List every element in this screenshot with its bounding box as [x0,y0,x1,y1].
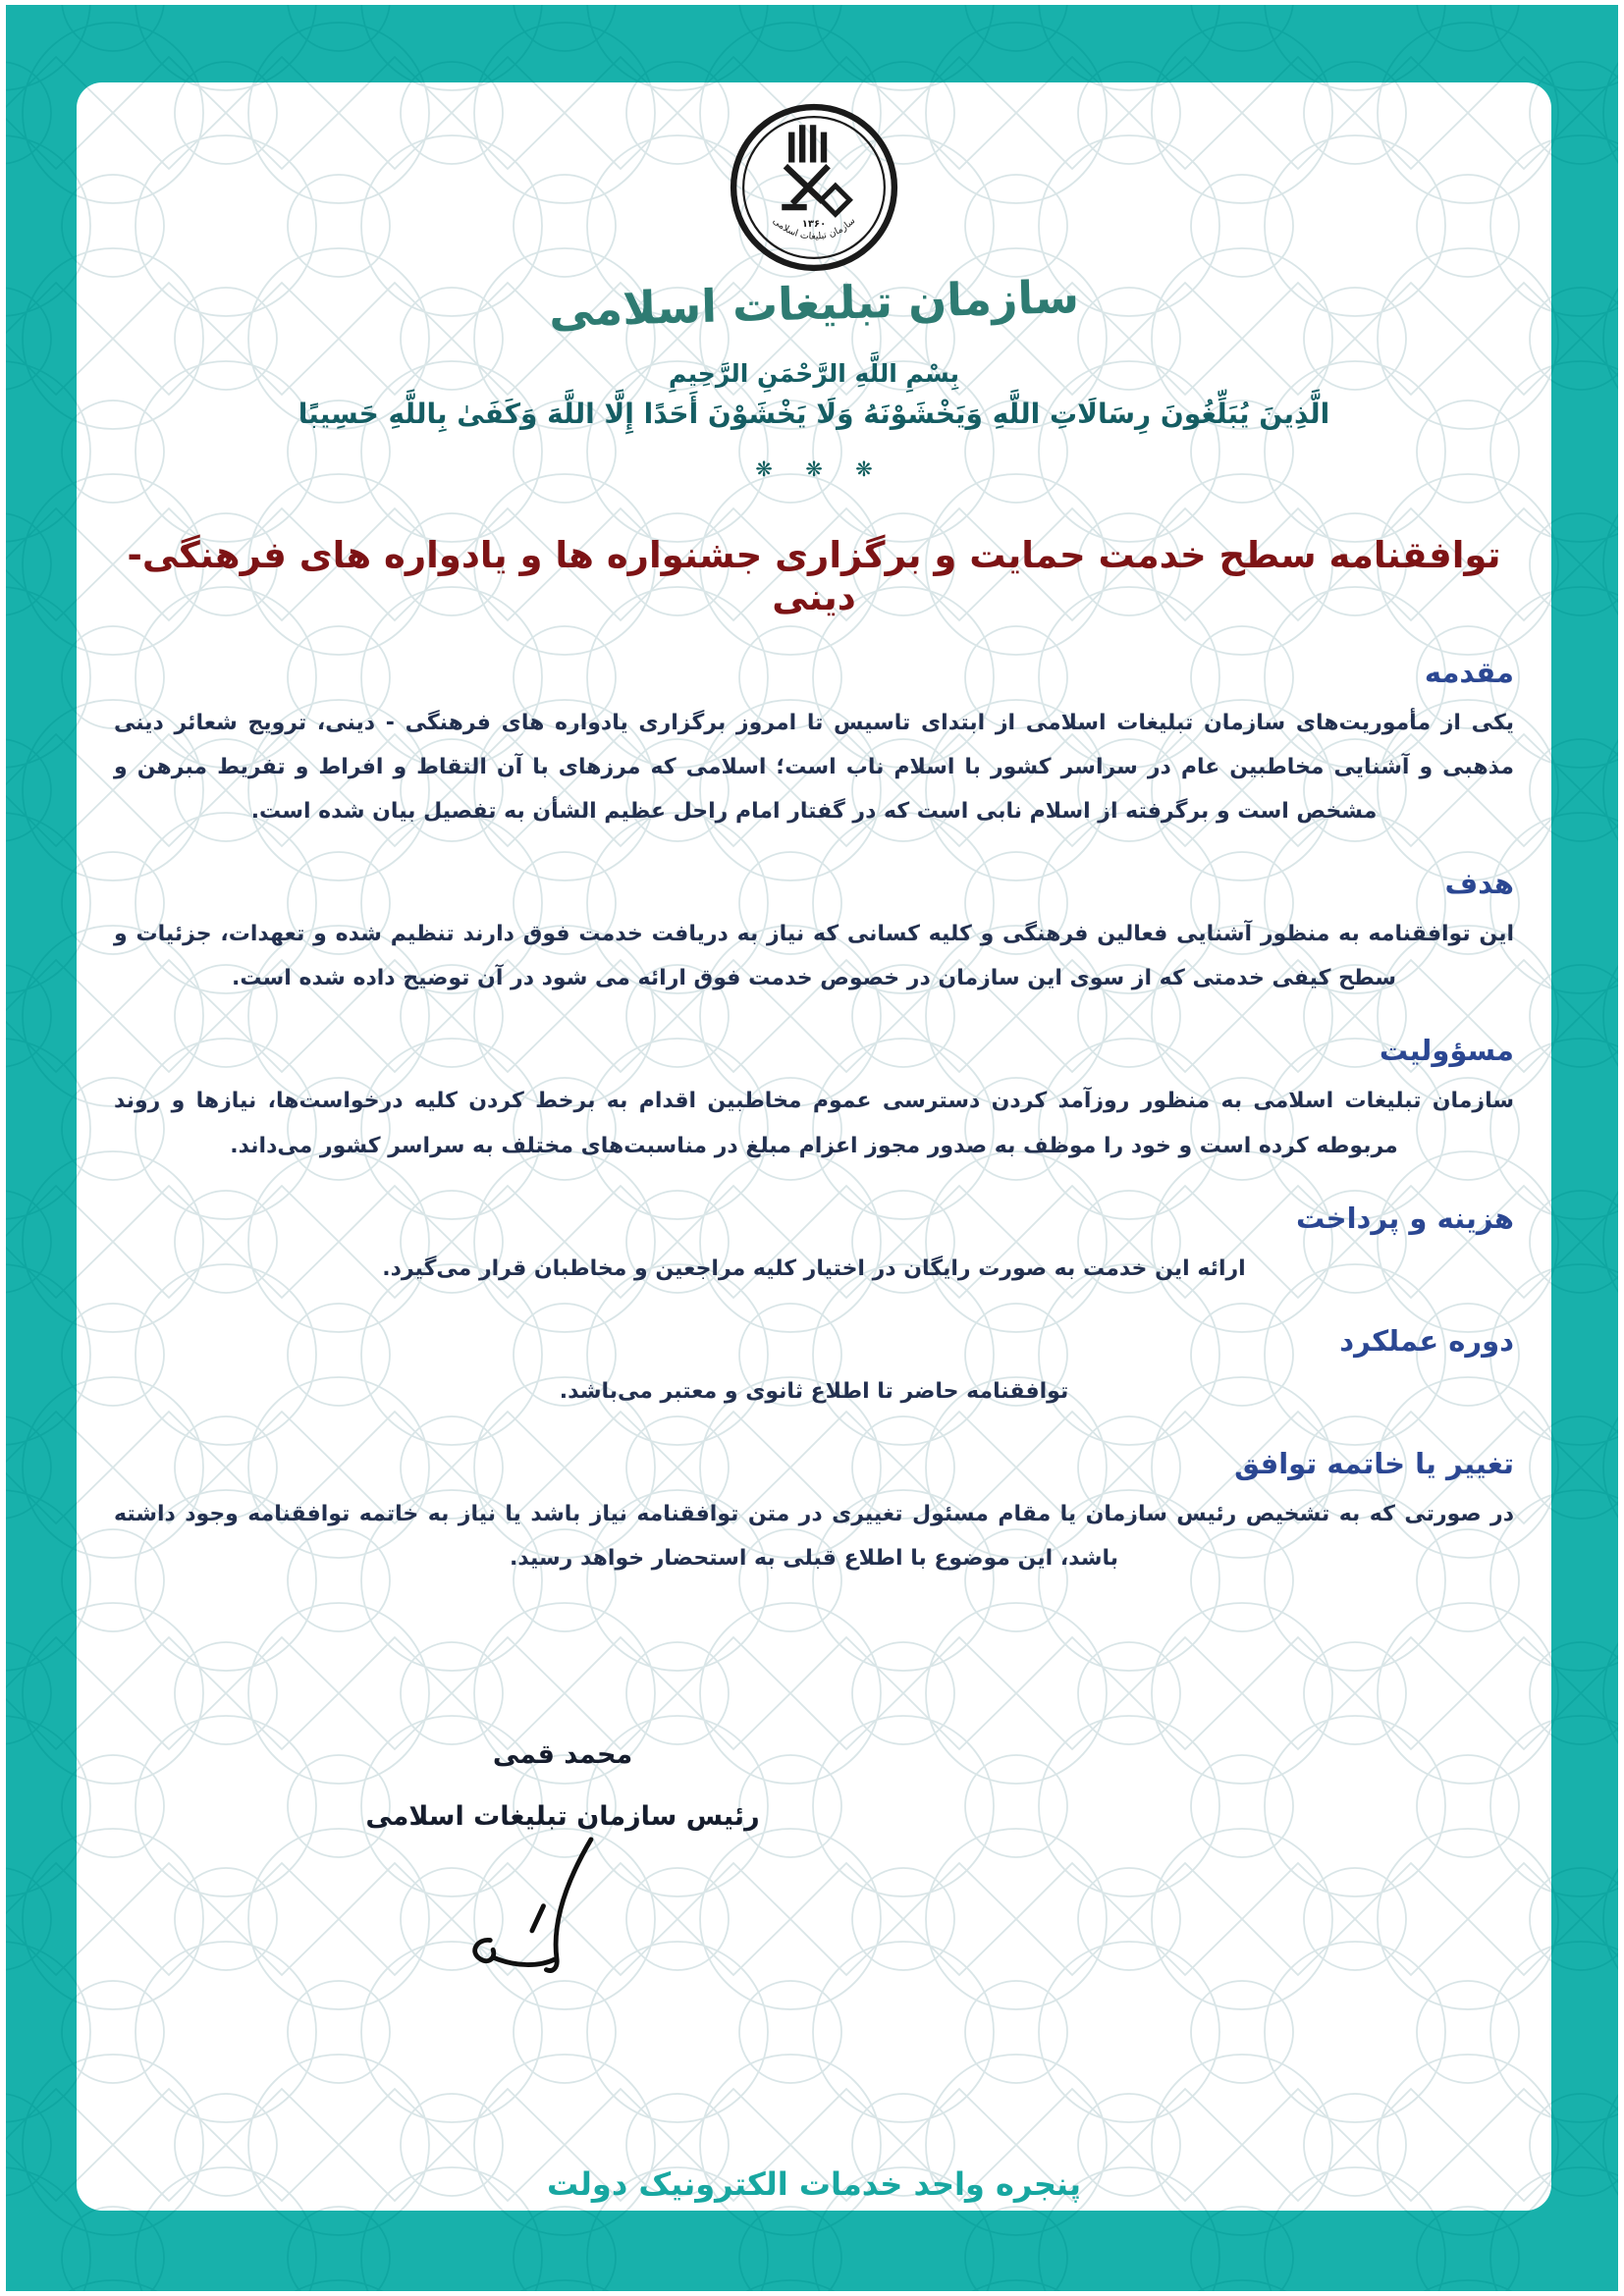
page-title: توافقنامه سطح خدمت حمایت و برگزاری جشنواره ها و یادواره های فرهنگی-دینی [127,534,1501,618]
document-content [77,82,1551,2211]
section-heading: هدف [1444,867,1514,901]
section-performance-period [114,1324,1514,1414]
section-heading: مقدمه [1424,656,1514,689]
section-body: یکی از مأموریت‌های سازمان تبلیغات اسلامی از ابتدای تاسیس تا امروز برگزاری یادواره های فرهنگی - دینی، ترویج شعائر دینی مذهبی و آشنایی مخاطبین عام در سراسر کشور با اسلام ناب است؛ اسلامی که مرزهای با آن التقاط و افراط و تفریط مبرهن و مشخص است و برگرفته از اسلام نابی است که در گفتار امام راحل عظیم الشأن به تفصیل بیان شده است. [114,711,1514,825]
sections [114,656,1514,1580]
section-heading: دوره عملکرد [1339,1323,1514,1358]
section-change-termination [114,1447,1514,1580]
handwritten-signature [430,1836,626,1988]
section-responsibility [114,1034,1514,1167]
section-heading: هزینه و پرداخت [1295,1201,1514,1235]
signature-block [356,1739,769,1992]
emblem-year: ۱۳۶۰ [801,219,827,231]
emblem-icon [725,98,903,277]
section-heading: تغییر یا خاتمه توافق [1234,1446,1514,1480]
section-body: این توافقنامه به منظور آشنایی فعالین فرهنگی و کلیه کسانی که نیاز به دریافت خدمت فوق دارند تنظیم شده و تعهدات، جزئیات و سطح کیفی خدمتی که از سوی این سازمان در خصوص خدمت فوق ارائه می شود در آن توضیح داده شده است. [114,922,1514,991]
separator-ornament: ❋ ❋ ❋ [755,457,873,481]
section-heading: مسؤولیت [1379,1034,1514,1068]
bismillah-text: بِسْمِ اللَّهِ الرَّحْمَنِ الرَّحِيمِ [669,359,959,388]
footer-text: پنجره واحد خدمات الکترونیک دولت [547,2165,1081,2203]
quran-verse: الَّذِينَ يُبَلِّغُونَ رِسَالَاتِ اللَّهِ وَيَخْشَوْنَهُ وَلَا يَخْشَوْنَ أَحَدًا إِلَّا اللَّهَ وَكَفَىٰ بِاللَّهِ حَسِيبًا [298,398,1330,430]
section-body: توافقنامه حاضر تا اطلاع ثانوی و معتبر می‌باشد. [559,1378,1069,1404]
section-body: ارائه این خدمت به صورت رایگان در اختیار کلیه مراجعین و مخاطبان قرار می‌گیرد. [382,1255,1246,1281]
signer-role: رئیس سازمان تبلیغات اسلامی [365,1801,760,1832]
organization-calligraphy: سازمان تبلیغات اسلامی [548,269,1080,338]
section-goal [114,867,1514,1000]
organization-emblem [725,98,903,281]
emblem-circle-text: سازمان تبلیغات اسلامی [770,215,858,242]
section-introduction [114,656,1514,833]
section-body: سازمان تبلیغات اسلامی به منظور روزآمد کردن دسترسی عموم مخاطبین اقدام به برخط کردن کلیه درخواست‌ها، نیازها و روند مربوطه کرده است و خود را موظف به صدور مجوز اعزام مبلغ در مناسبت‌های مختلف به سراسر کشور می‌داند. [114,1089,1514,1158]
section-cost-payment [114,1201,1514,1291]
signer-name: محمد قمی [492,1739,633,1770]
section-body: در صورتی که به تشخیص رئیس سازمان یا مقام مسئول تغییری در متن توافقنامه نیاز باشد یا نیاز به خاتمه توافقنامه وجود داشته باشد، این موضوع با اطلاع قبلی به استحضار خواهد رسید. [114,1501,1514,1571]
kufic-allah-mark [782,125,849,214]
